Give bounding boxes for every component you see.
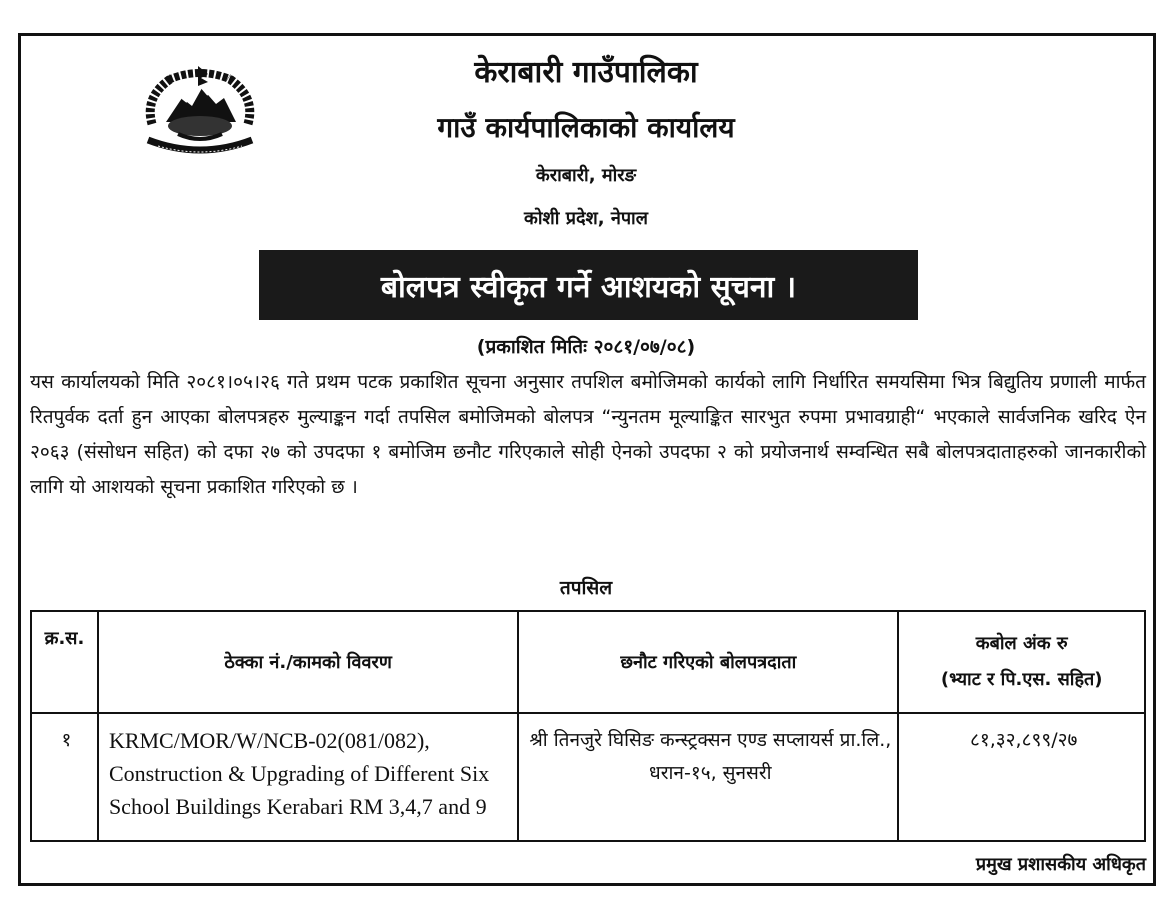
notice-body: यस कार्यालयको मिति २०८१।०५।२६ गते प्रथम पटक प्रकाशित सूचना अनुसार तपशिल बमोजिमको कार्यको लागि निर्धारित समयसिमा भित्र बिद्युतिय प्रणाली मार्फत रितपुर्वक दर्ता हुन आएका बोलपत्रहरु मुल्याङ्कन गर्दा तपसिल बमोजिमको बोलपत्र “न्युनतम मूल्याङ्कित सारभुत रुपमा प्रभावग्राही“ भएकाले सार्वजनिक खरिद ऐन २०६३ (संसोधन सहित) को दफा २७ को उपदफा १ बमोजिम छनौट गरिएकाले सोही ऐनको उपदफा २ को प्रयोजनार्थ सम्वन्धित सबै बोलपत्रदाताहरुको जानकारीको लागि यो आशयको सूचना प्रकाशित गरिएको छ । <box>30 371 1146 498</box>
publication-date: (प्रकाशित मितिः २०८१/०७/०८) <box>476 336 696 358</box>
header-amount-label: कबोल अंक रु <box>975 633 1068 654</box>
table-row <box>31 713 1145 841</box>
office-province: कोशी प्रदेश, नेपाल <box>524 208 648 229</box>
municipality-name: केराबारी गाउँपालिका <box>474 55 698 90</box>
table-header-row <box>31 611 1145 713</box>
row-bidder: श्री तिनजुरे घिसिङ कन्स्ट्रक्सन एण्ड सप्लायर्स प्रा.लि., धरान-१५, सुनसरी <box>518 713 898 841</box>
office-location: केराबारी, मोरङ <box>535 165 637 186</box>
signatory: प्रमुख प्रशासकीय अधिकृत <box>975 854 1146 875</box>
header-bidder: छनौट गरिएको बोलपत्रदाता <box>518 611 898 713</box>
details-heading: तपसिल <box>559 577 613 599</box>
header-description: ठेक्का नं./कामको विवरण <box>98 611 518 713</box>
award-table <box>30 610 1146 842</box>
row-amount: ८१,३२,८९९/२७ <box>898 713 1145 841</box>
header-serial: क्र.स. <box>31 611 98 713</box>
office-name: गाउँ कार्यपालिकाको कार्यालय <box>437 111 735 144</box>
header-amount <box>898 611 1145 713</box>
notice-title: बोलपत्र स्वीकृत गर्ने आशयको सूचना । <box>259 250 918 320</box>
row-description: KRMC/MOR/W/NCB-02(081/082), Construction & Upgrading of Different Six School Buildings Kerabari RM 3,4,7 and 9 <box>98 713 518 841</box>
header-amount-note: (भ्याट र पि.एस. सहित) <box>940 669 1103 690</box>
row-serial: १ <box>31 713 98 841</box>
